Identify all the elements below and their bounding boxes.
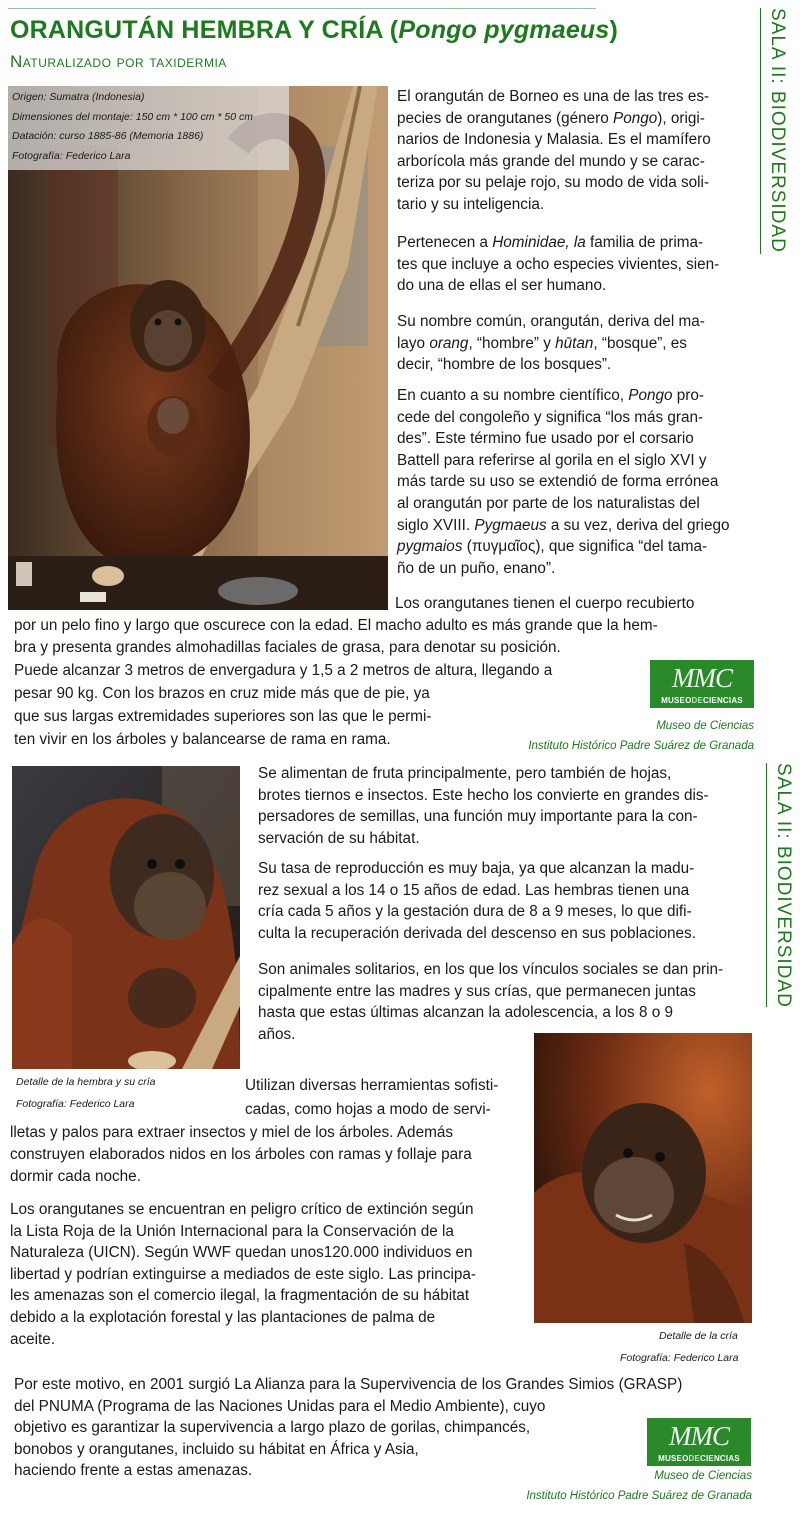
meta-dating: Datación: curso 1885-86 (Memoria 1886) [12,130,204,142]
logo-mark: MMC [669,1421,729,1451]
paragraph-6: Se alimentan de fruta principalmente, pero también de hojas, brotes tiernos e insectos. Este hecho los convierte en grandes dis- persadores de semillas, una función muy importante para la con- servación de su hábitat. [258,765,709,847]
museum-logo: MMC MUSEODECIENCIAS [650,660,754,708]
credit-institute: Instituto Histórico Padre Suárez de Granada [528,740,754,752]
paragraph-1: El orangután de Borneo es una de las tres es- pecies de orangutanes (género Pongo), origi- narios de Indonesia y Malasia. Es el mamífero arborícola más grande del mundo y se carac- teriza por su pelaje rojo, su modo de vida soli- tario y su inteligencia. [397,88,711,213]
paragraph-10: Los orangutanes se encuentran en peligro crítico de extinción según la Lista Roja de la Unión Internacional para la Conservación de la Naturaleza (UICN). Según WWF quedan unos120.000 individuos en libertad y podrían extinguirse a mediados de este siglo. Las principa- les amenazas son el comercio ilegal, la fragmentación de su hábitat debido a la explotación forestal y las plantaciones de palma de aceite. [10,1201,476,1348]
caption-detail-female-photo: Fotografía: Federico Lara [16,1098,135,1110]
paragraph-5-line: pesar 90 kg. Con los brazos en cruz mide más que de pie, ya [14,685,430,702]
logo-mark: MMC [672,663,732,693]
paragraph-9-line: Utilizan diversas herramientas sofisti- [245,1077,499,1094]
photo-detail-baby [534,1033,752,1323]
paragraph-8: Son animales solitarios, en los que los vínculos sociales se dan prin- cipalmente entre las madres y sus crías, que permanecen juntas hasta que estas últimas alcanzan la adolescencia, a los 8 o 9 años. [258,961,724,1043]
side-divider [766,763,767,1007]
paragraph-5-line: bra y presenta grandes almohadillas faciales de grasa, para denotar su posición. [14,639,561,656]
meta-dimensions: Dimensiones del montaje: 150 cm * 100 cm * 50 cm [12,110,254,123]
credit-museum: Museo de Ciencias [656,720,754,732]
paragraph-9-line: dormir cada noche. [10,1168,141,1185]
paragraph-9-line: lletas y palos para extraer insectos y miel de los árboles. Además [10,1124,453,1141]
paragraph-5-line: ten vivir en los árboles y balancearse de rama en rama. [14,731,391,748]
paragraph-4: En cuanto a su nombre científico, Pongo pro- cede del congoleño y significa “los más gran- des”. Este término fue usado por el corsario Battell para referirse al gorila en el siglo XVI y más tarde su uso se extendió de forma errónea al orangután por parte de los naturalistas del siglo XVIII. Pygmaeus a su vez, deriva del griego pygmaios (πυγμαῖος), que significa “del tama- ño de un puño, enano”. [397,387,730,577]
caption-detail-baby-photo: Fotografía: Federico Lara [620,1352,739,1364]
paragraph-5-line: por un pelo fino y largo que oscurece con la edad. El macho adulto es más grande que la hem- [14,617,658,634]
caption-detail-baby: Detalle de la cría [659,1330,738,1342]
credit-institute: Instituto Histórico Padre Suárez de Granada [526,1490,752,1502]
meta-origin: Origen: Sumatra (Indonesia) [12,91,145,103]
photo-detail-female [12,766,240,1069]
photo-meta-box [8,86,289,170]
caption-detail-female: Detalle de la hembra y su cría [16,1076,156,1088]
paragraph-3: Su nombre común, orangután, deriva del ma- layo orang, “hombre” y hūtan, “bosque”, es decir, “hombre de los bosques”. [397,313,705,374]
paragraph-2: Pertenecen a Hominidae, la familia de prima- tes que incluye a ocho especies vivientes, sien- do una de ellas el ser humano. [397,234,720,295]
paragraph-11: Por este motivo, en 2001 surgió La Alianza para la Supervivencia de los Grandes Simios (GRASP) del PNUMA (Programa de las Naciones Unidas para el Medio Ambiente), cuyo objetivo es garantizar la supervivencia a largo plazo de gorilas, chimpancés, bonobos y orangutanes, incluido su hábitat en África y Asia, haciendo frente a estas amenazas. [14,1376,683,1480]
paragraph-7: Su tasa de reproducción es muy baja, ya que alcanzan la madu- rez sexual a los 14 o 15 años de edad. Las hembras tienen una cría cada 5 años y la gestación dura de 8 a 9 meses, lo que difi- culta la recuperación derivada del descenso en sus poblaciones. [258,860,696,942]
side-label: SALA II: BIODIVERSIDAD [773,763,794,1008]
side-label: SALA II: BIODIVERSIDAD [767,8,788,253]
paragraph-9-line: construyen elaborados nidos en los árboles con ramas y follaje para [10,1146,472,1163]
museum-logo: MMC MUSEODECIENCIAS [647,1418,751,1466]
side-divider [760,8,761,254]
paragraph-5-line: Puede alcanzar 3 metros de envergadura y 1,5 a 2 metros de altura, llegando a [14,662,553,679]
page-subtitle: Naturalizado por taxidermia [10,52,227,71]
paragraph-9-line: cadas, como hojas a modo de servi- [245,1101,491,1118]
page-title: ORANGUTÁN HEMBRA Y CRÍA (Pongo pygmaeus) [10,16,619,44]
meta-photo: Fotografía: Federico Lara [12,149,131,162]
paragraph-5-line: que sus largas extremidades superiores son las que le permi- [14,708,432,725]
top-rule [8,8,596,9]
credit-museum: Museo de Ciencias [654,1470,752,1482]
paragraph-5-line: Los orangutanes tienen el cuerpo recubierto [395,595,695,612]
